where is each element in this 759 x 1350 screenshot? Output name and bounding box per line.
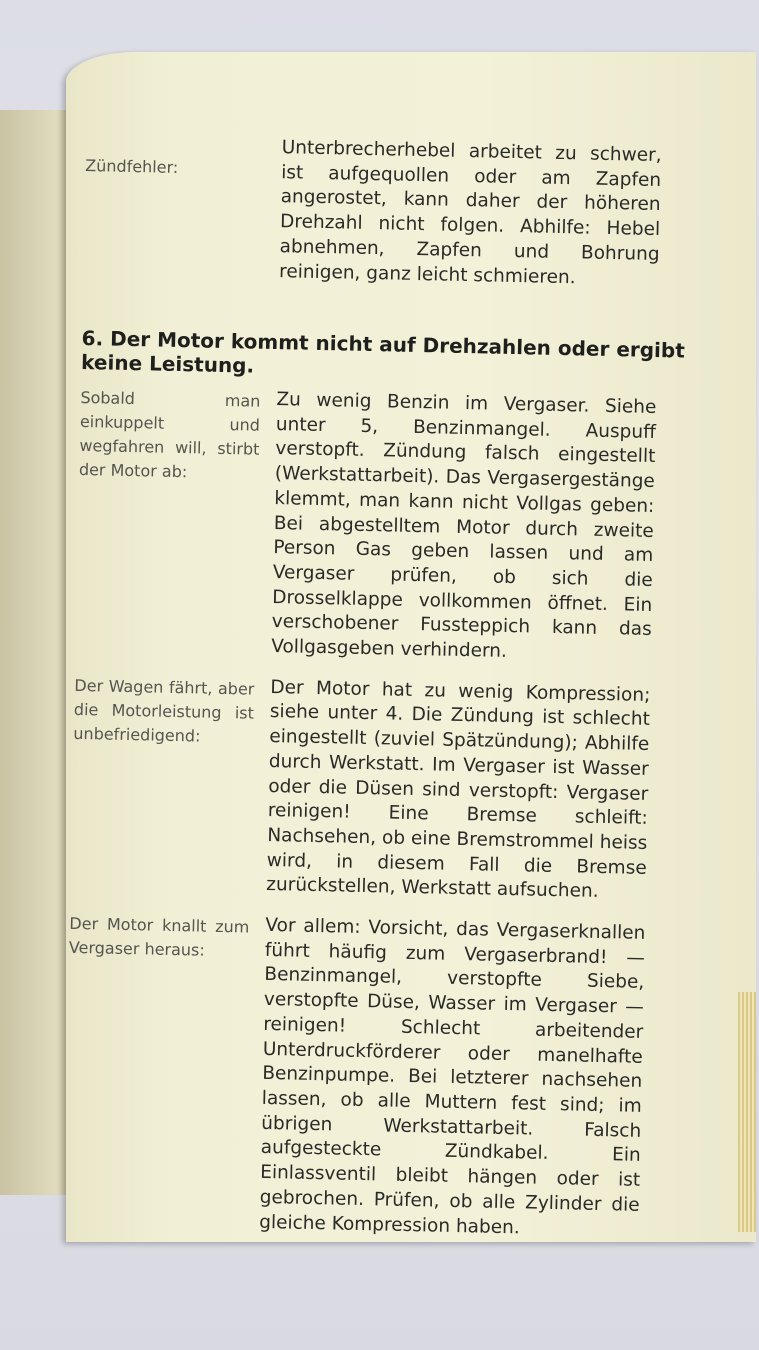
symptom-label: Der Motor knallt zum Vergaser heraus: xyxy=(68,913,250,960)
symptom-label: Der Wagen fährt, aber die Motorleistung ist unbefriedigend: xyxy=(73,675,255,746)
entry-motorleistung xyxy=(70,672,685,907)
symptom-label: Zündfehler: xyxy=(85,155,179,177)
entry-zuendfehler xyxy=(83,132,696,295)
remedy-text: Zu wenig Benzin im Vergaser. Siehe unter 5, Benzinmangel. Auspuff verstopft. Zündung falsch eingestellt (Werkstattarbeit). Das Vergasergestänge klemmt, man kann nicht Vollgas geben: Bei abgestelltem Motor durch zweite Person Gas geben lassen und am Vergaser prüfen, ob sich die Drosselklappe vollkommen öffnet. Ein verschobener Fussteppich kann das Vollgasgeben verhindern. xyxy=(271,389,657,662)
entry-stirbt-ab xyxy=(75,384,691,668)
section-heading: 6. Der Motor kommt nicht auf Drehzahlen oder ergibt keine Leistung. xyxy=(80,325,686,378)
remedy-text: Der Motor hat zu wenig Kompression; siehe unter 4. Die Zündung ist schlecht eingestellt (zuviel Spätzündung); Abhilfe durch Werkstatt. Im Vergaser ist Wasser oder die Düsen sind verstopft: Vergaser reinigen! Eine Bremse schleift: Nachsehen, ob eine Bremstrommel heiss wird, in diesem Fall die Bremse zurückstellen, Werkstatt aufsuchen. xyxy=(266,676,651,903)
book-page xyxy=(66,52,756,1242)
page-stack-edge xyxy=(738,992,756,1232)
remedy-text: Vor allem: Vorsicht, das Vergaserknallen führt häufig zum Vergaserbrand! — Benzinmangel, verstopfte Siebe, verstopfte Düse, Wasser im Vergaser — reinigen! Schlecht arbeitender Unterdruckförderer oder manelhafte Benzinpumpe. Bei letzterer nachsehen lassen, ob alle Muttern fest sind; im übrigen Werkstattarbeit. Falsch aufgesteckte Zündkabel. Ein Einlassventil bleibt hängen oder ist gebrochen. Prüfen, ob alle Zylinder die gleiche Kompression haben. xyxy=(258,914,646,1238)
symptom-label: Sobald man einkuppelt und wegfahren will, stirbt der Motor ab: xyxy=(78,387,261,482)
remedy-text: Unterbrecherhebel arbeitet zu schwer, ist aufgequollen oder am Zapfen angerostet, kann daher der höheren Drehzahl nicht folgen. Abhilfe: Hebel abnehmen, Zapfen und Bohrung reinigen, ganz leicht schmieren. xyxy=(278,137,662,288)
entry-vergaser-knallt xyxy=(66,910,680,1242)
page-content xyxy=(66,132,696,1242)
